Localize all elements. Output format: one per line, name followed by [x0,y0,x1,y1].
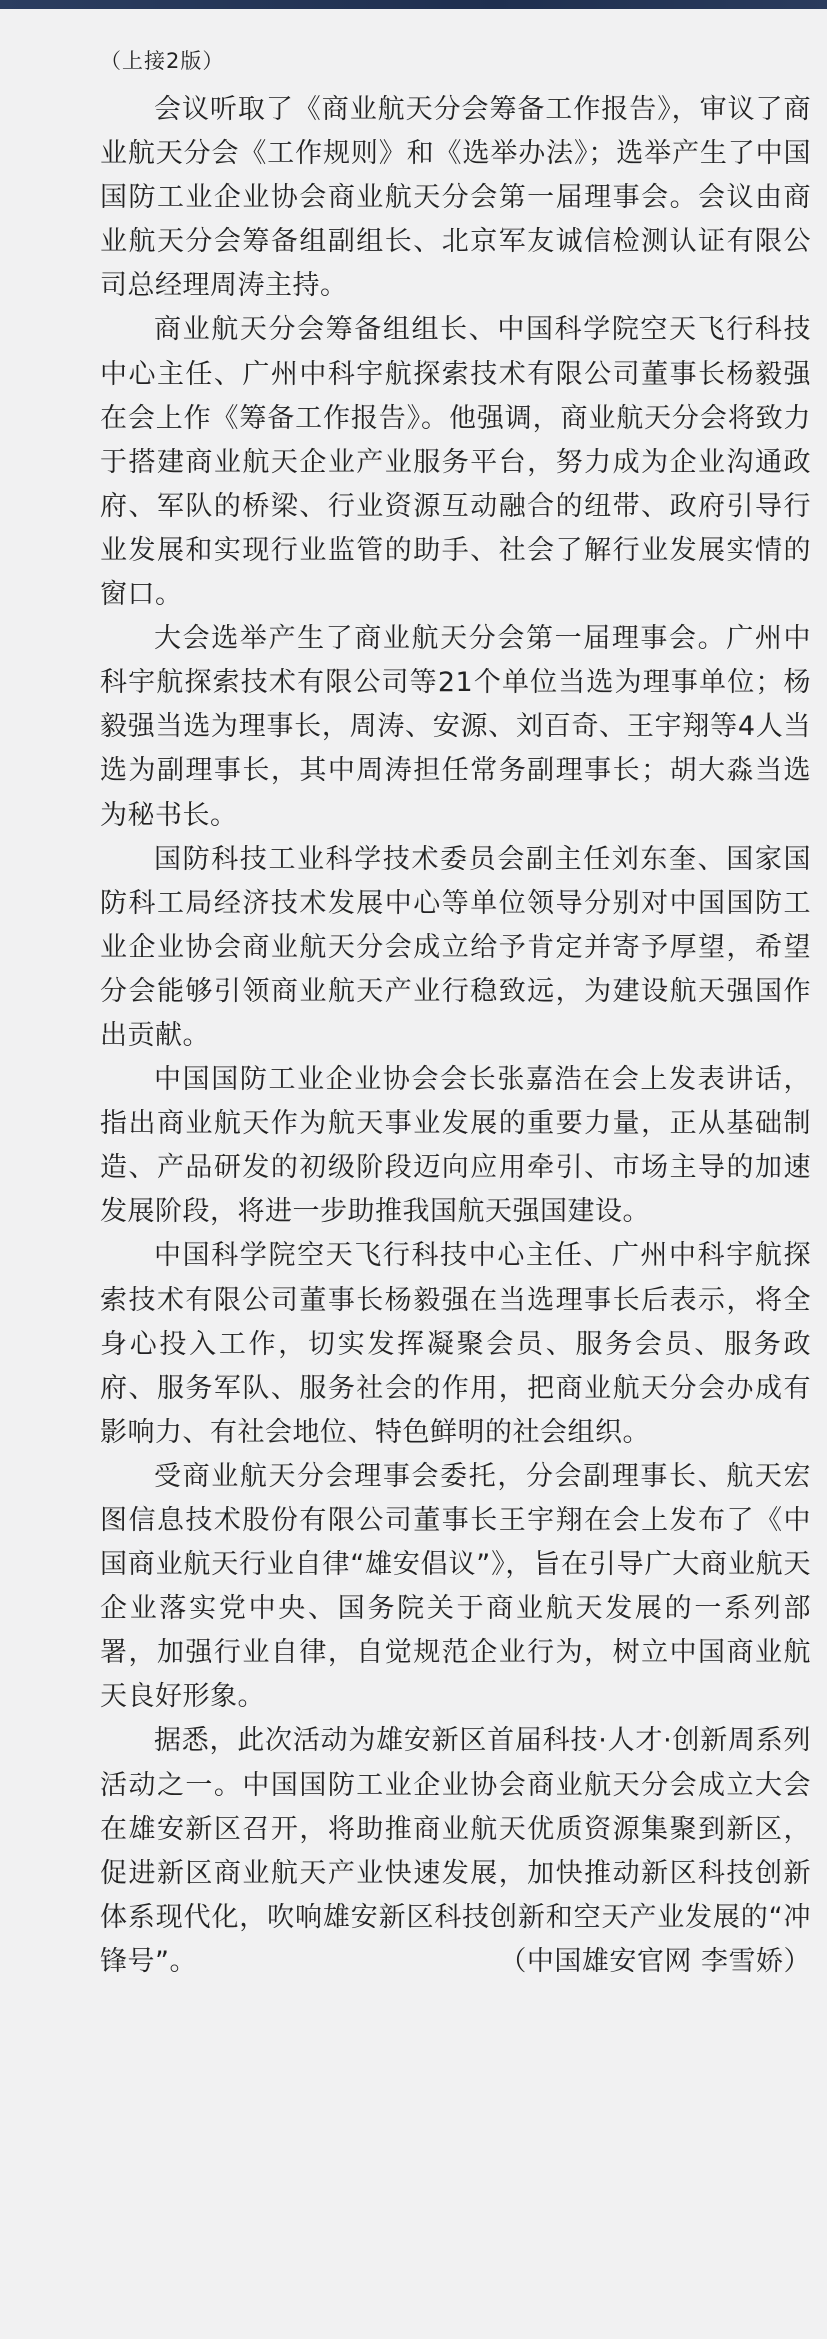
source-credit: （中国雄安官网 李雪娇） [499,1945,811,1977]
article-paragraph: 中国科学院空天飞行科技中心主任、广州中科宇航探索技术有限公司董事长杨毅强在当选理事长后表示，将全身心投入工作，切实发挥凝聚会员、服务会员、服务政府、服务军队、服务社会的作用，把商业航天分会办成有影响力、有社会地位、特色鲜明的社会组织。 [100,1240,811,1448]
continued-from-note: （上接2版） [100,49,225,73]
article-body [100,34,811,1984]
article-paragraph: 商业航天分会筹备组组长、中国科学院空天飞行科技中心主任、广州中科宇航探索技术有限公司董事长杨毅强在会上作《筹备工作报告》。他强调，商业航天分会将致力于搭建商业航天企业产业服务平台，努力成为企业沟通政府、军队的桥梁、行业资源互动融合的纽带、政府引导行业发展和实现行业监管的助手、社会了解行业发展实情的窗口。 [100,314,811,611]
article-paragraph-text: 据悉，此次活动为雄安新区首届科技·人才·创新周系列活动之一。中国国防工业企业协会商业航天分会成立大会在雄安新区召开，将助推商业航天优质资源集聚到新区，促进新区商业航天产业快速发展，加快推动新区科技创新体系现代化，吹响雄安新区科技创新和空天产业发展的“冲锋号”。 [100,1725,811,1977]
article-paragraph: 大会选举产生了商业航天分会第一届理事会。广州中科宇航探索技术有限公司等21个单位当选为理事单位；杨毅强当选为理事长，周涛、安源、刘百奇、王宇翔等4人当选为副理事长，其中周涛担任常务副理事长；胡大淼当选为秘书长。 [100,623,811,831]
article-paragraph: 受商业航天分会理事会委托，分会副理事长、航天宏图信息技术股份有限公司董事长王宇翔在会上发布了《中国商业航天行业自律“雄安倡议”》，旨在引导广大商业航天企业落实党中央、国务院关于商业航天发展的一系列部署，加强行业自律，自觉规范企业行为，树立中国商业航天良好形象。 [100,1460,811,1713]
article-paragraph-last [100,1719,811,1984]
header-band [0,0,827,9]
article-paragraph: 国防科技工业科学技术委员会副主任刘东奎、国家国防科工局经济技术发展中心等单位领导分别对中国国防工业企业协会商业航天分会成立给予肯定并寄予厚望，希望分会能够引领商业航天产业行稳致远，为建设航天强国作出贡献。 [100,843,811,1051]
article-paragraph: 中国国防工业企业协会会长张嘉浩在会上发表讲话，指出商业航天作为航天事业发展的重要力量，正从基础制造、产品研发的初级阶段迈向应用牵引、市场主导的加速发展阶段，将进一步助推我国航天强国建设。 [100,1064,811,1228]
article-paragraph: 会议听取了《商业航天分会筹备工作报告》，审议了商业航天分会《工作规则》和《选举办法》；选举产生了中国国防工业企业协会商业航天分会第一届理事会。会议由商业航天分会筹备组副组长、北京军友诚信检测认证有限公司总经理周涛主持。 [100,94,811,302]
